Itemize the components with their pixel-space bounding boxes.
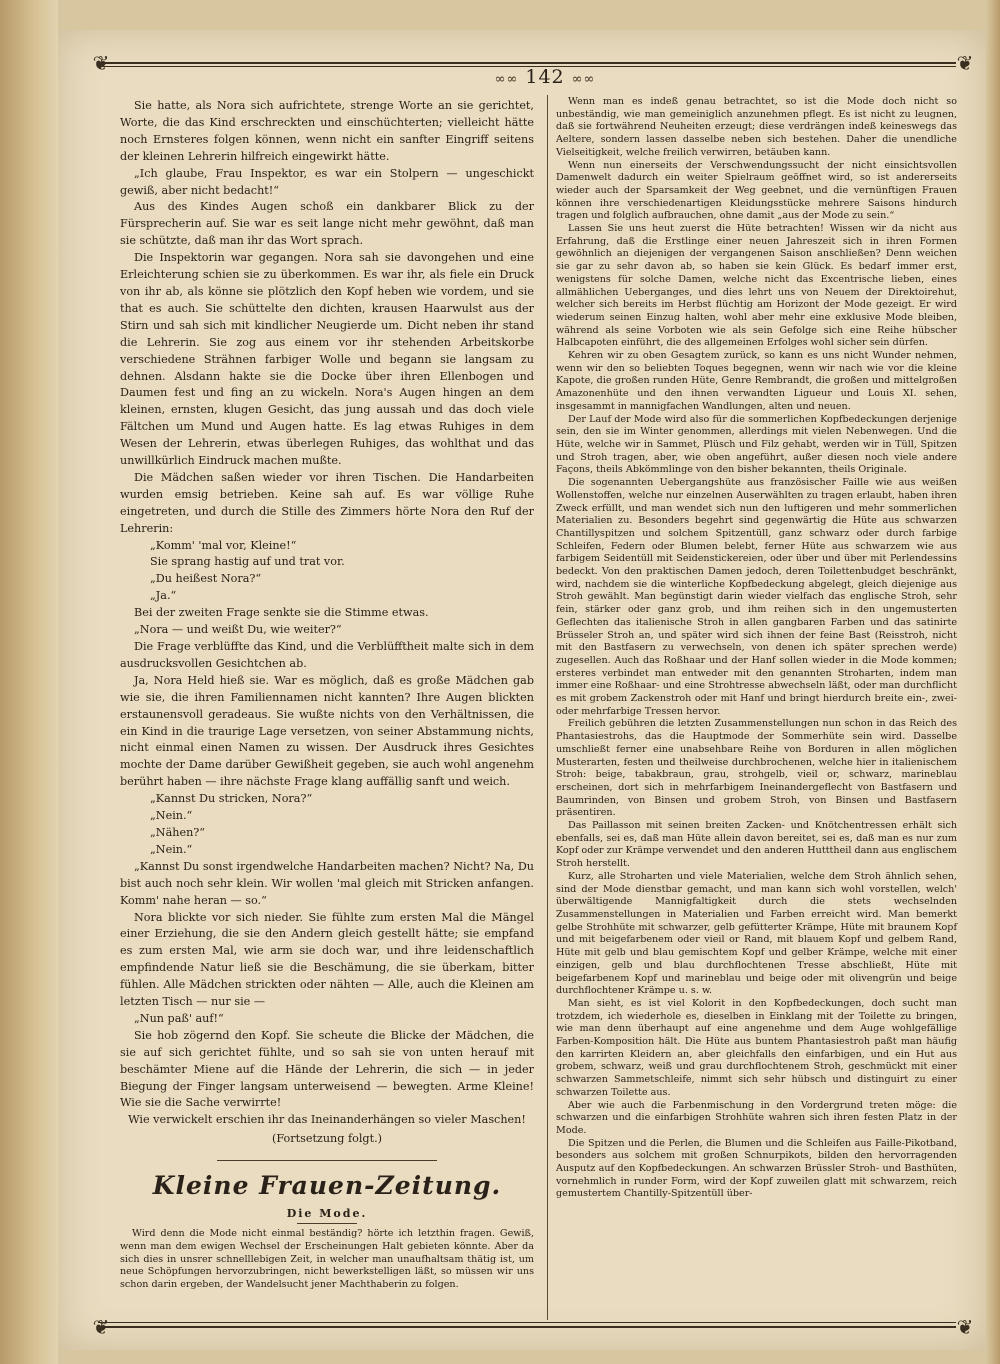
fashion-paragraph: Der Lauf der Mode wird also für die sommerlichen Kopfbedeckungen derjenige sein, den sie im Winter genommen, allerdings mit vielen Nebenwegen. Und die Hüte, welche wir in Sammet, Plüsch und Filz gehabt, werden wir in Tüll, Spitzen und Stroh tragen, aber, wie oben angeführt, außer diesen noch viele andere Façons, theils Abkömmlinge von den bisher bekannten, theils Originale. <box>556 413 957 476</box>
story-paragraph: „Kannst Du sonst irgendwelche Handarbeiten machen? Nicht? Na, Du bist auch noch sehr klein. Wir wollen 'mal gleich mit Stricken anfangen. Komm' nahe heran — so.“ <box>120 859 534 907</box>
story-paragraph: Die Inspektorin war gegangen. Nora sah sie davongehen und eine Erleichterung schien sie zu überkommen. Es war ihr, als fiele ein Druck von ihr ab, als könne sie plötzlich den Kopf heben wie vordem, und sie that es auch. Sie schüttelte den dichten, krausen Haarwulst aus der Stirn und sah sich mit kindlicher Neugierde um. Dicht neben ihr stand die Lehrerin. Sie zog aus einem vor ihr stehenden Arbeitskorbe verschiedene Strähnen farbiger Wolle und begann sie langsam zu dehnen. Alsdann hakte sie die Docke über ihren Ellenbogen und Daumen fest und fing an zu wickeln. Nora's Augen hingen an dem kleinen, ernsten, klugen Gesicht, das jung aussah und das doch viele Fältchen um Mund und Augen hatte. Es lag etwas Ruhiges in dem Wesen der Lehrerin, etwas überlegen Ruhiges, das wohlthat und das unwillkürlich Eindruck machen mußte. <box>120 251 534 468</box>
fashion-paragraph: Kurz, alle Stroharten und viele Materialien, welche dem Stroh ähnlich sehen, sind der Mode dienstbar gemacht, und man kann sich wohl vorstellen, welch' überwältigende Mannigfaltigkeit durch die stets wechselnden Zusammenstellungen in Materialien und Farben erreicht wird. Man bemerkt gelbe Strohhüte mit schwarzer, gelb gefütterter Krämpe, Hüte mit braunem Kopf und mit beigefarbenem oder vieil or Rand, mit blauem Kopf und gelbem Rand, Hüte mit gelb und blau gemischtem Kopf und gelber Krämpe, welche mit einer einzigen, gelb und blau durchflochtenen Tresse abschließt, Hüte mit beigefarbenem Kopf und marineblau und beige oder mit olivengrün und beige durchflochtener Krämpe u. s. w. <box>556 870 957 997</box>
fashion-paragraph: Das Paillasson mit seinen breiten Zacken- und Knötchentressen erhält sich ebenfalls, sei es, daß man Hüte allein davon bereitet, sei es, daß man es nur zum Kopf oder zur Krämpe verwendet und den anderen Hutttheil dann aus englischem Stroh herstellt. <box>556 820 957 870</box>
corner-ornament-icon: ❦ <box>92 51 110 75</box>
fashion-paragraph: Wird denn die Mode nicht einmal beständig? hörte ich letzthin fragen. Gewiß, wenn man dem ewigen Wechsel der Erscheinungen Halt gebieten könnte. Aber da sich dies in unsrer schnelllebigen Zeit, in welcher man unaufhaltsam thätig ist, um neue Schöpfungen hervorzubringen, nicht bewerkstelligen läßt, so müssen wir uns schon darin ergeben, der Wandelsucht jener Machthaberin zu folgen. <box>120 1228 534 1290</box>
section-subtitle: Die Mode. <box>286 1207 368 1221</box>
dialog-line: „Nähen?“ <box>150 825 206 839</box>
corner-ornament-icon: ❦ <box>956 1315 974 1339</box>
dialog-line: „Kannst Du stricken, Nora?“ <box>150 792 313 806</box>
header-ornament-left: ∞∞ <box>494 72 519 87</box>
story-paragraph: Bei der zweiten Frage senkte sie die Stimme etwas. <box>134 606 429 620</box>
corner-ornament-icon: ❦ <box>92 1315 110 1339</box>
story-paragraph: Die Mädchen saßen wieder vor ihren Tischen. Die Handarbeiten wurden emsig betrieben. Keine sah auf. Es war völlige Ruhe eingetreten, und durch die Stille des Zimmers hörte Nora den Ruf der Lehrerin: <box>120 470 534 535</box>
page-edge <box>986 0 1000 1364</box>
story-paragraph: Die Frage verblüffte das Kind, und die Verblüfftheit malte sich in dem ausdrucksvollen Gesichtchen ab. <box>120 640 534 670</box>
right-column <box>556 96 957 1201</box>
fashion-paragraph: Wenn man es indeß genau betrachtet, so ist die Mode doch nicht so unbeständig, wie man gemeiniglich anzunehmen pflegt. Es ist nicht zu leugnen, daß sie fortwährend Neuheiten erzeugt; diese verdrängen indeß keineswegs das Aeltere, sondern lassen dasselbe neben sich bestehen. Daher die unendliche Vielseitigkeit, welche freilich verwirren, betäuben kann. <box>556 96 957 158</box>
bottom-rule <box>98 1326 956 1328</box>
header-ornament-right: ∞∞ <box>571 72 596 87</box>
story-paragraph: „Nun paß' auf!“ <box>134 1011 224 1025</box>
corner-ornament-icon: ❦ <box>956 51 974 75</box>
dialog-line: Sie sprang hastig auf und trat vor. <box>150 555 345 569</box>
story-paragraph: „Nora — und weißt Du, wie weiter?“ <box>134 623 342 637</box>
page-header <box>470 66 620 88</box>
fashion-intro <box>120 1228 534 1292</box>
fashion-paragraph: Man sieht, es ist viel Kolorit in den Kopfbedeckungen, doch sucht man trotzdem, ich wiederhole es, dieselben in Einklang mit der Toilette zu bringen, wie man denn überhaupt auf eine angenehme und dem Auge wohlgefällige Farben-Komposition hält. Die Hüte aus buntem Phantasiestroh paßt man häufig den karrirten Kleidern an, aber gleichfalls den einfarbigen, und ein Hut aus grobem, schwarz, weiß und grau durchflochtenem Stroh, geschmückt mit einer schwarzen Sammetschleife, nimmt sich sehr hübsch und distinguirt zu einer schwarzen Toilette aus. <box>556 997 957 1098</box>
section-title: Kleine Frauen-Zeitung. <box>152 1171 502 1201</box>
dialog-line: „Komm' 'mal vor, Kleine!“ <box>150 538 297 552</box>
page-number: 142 <box>525 66 565 88</box>
dialog-line: „Nein.“ <box>150 842 193 856</box>
fashion-paragraph: Lassen Sie uns heut zuerst die Hüte betrachten! Wissen wir da nicht aus Erfahrung, daß die Erstlinge einer neuen Jahreszeit sich in ihren Formen gewöhnlich an diejenigen der vergangenen Saison anschließen? Denn weichen sie gar zu sehr davon ab, so haben sie kein Glück. Es bedarf immer erst, wenigstens für solche Damen, welche nicht das Excentrische lieben, eines allmählichen Ueberganges, und dies lehrt uns von Neuem der Direktoirehut, welcher sich bereits im Herbst flüchtig am Horizont der Mode gezeigt. Er wird wiederum seinen Einzug halten, wohl aber mehr eine exklusive Mode bleiben, während als seine Vorboten wie als sein Gefolge sich eine Reihe hübscher Halbcapoten einführt, die des allgemeinen Erfolges wohl sicher sein dürfen. <box>556 223 957 349</box>
story-paragraph: Sie hatte, als Nora sich aufrichtete, strenge Worte an sie gerichtet, Worte, die das Kind erschreckten und einschüchterten; vielleicht hätte noch Ernsteres folgen können, wenn nicht ein sanfter Eingriff seitens der kleinen Lehrerin hilfreich eingewirkt hätte. <box>120 99 534 163</box>
story-paragraph: Ja, Nora Held hieß sie. War es möglich, daß es große Mädchen gab wie sie, die ihren Familiennamen nicht kannten? Ihre Augen blickten erstaunensvoll geradeaus. Sie wußte nichts von den Verhältnissen, die ein Kind in die traurige Lage versetzen, von seiner Abstammung nichts, nicht einmal einen Namen zu wissen. Der Ausdruck ihres Gesichtes mochte der Dame darüber Gewißheit gegeben, sie auch wohl angenehm berührt haben — ihre nächste Frage klang auffällig sanft und weich. <box>120 673 534 789</box>
left-column <box>120 98 534 1292</box>
book-binding <box>0 0 58 1364</box>
story-paragraph: Wie verwickelt erschien ihr das Ineinanderhängen so vieler Maschen! <box>128 1113 526 1127</box>
dialog-line: „Du heißest Nora?“ <box>150 572 262 586</box>
subtitle-rule <box>297 1223 357 1224</box>
fashion-paragraph: Aber wie auch die Farbenmischung in den Vordergrund treten möge: die schwarzen und die einfarbigen Strohhüte wahren sich ihren festen Platz in der Mode. <box>556 1099 957 1136</box>
fashion-paragraph: Freilich gebühren die letzten Zusammenstellungen nun schon in das Reich des Phantasiestrohs, das die Hauptmode der Sommerhüte sein wird. Dasselbe umschließt ferner eine unabsehbare Reihe von Borduren in allen möglichen Musterarten, festen und theilweise durchbrochenen, welche hier in italienischem Stroh: beige, tabakbraun, grau, strohgelb, vieil or, schwarz, marineblau erscheinen, dort sich in mehrfarbigem Ineinandergeflecht von Bastfasern und Baumrinden, von Binsen und grobem Stroh, von Binsen und Bastfasern präsentiren. <box>556 718 957 819</box>
section-divider <box>217 1160 437 1161</box>
top-rule <box>98 62 956 64</box>
continuation-note: (Fortsetzung folgt.) <box>271 1132 382 1146</box>
dialog-line: „Nein.“ <box>150 809 193 823</box>
fashion-paragraph: Wenn nun einerseits der Verschwendungssucht der nicht einsichtsvollen Damenwelt dadurch ein weiter Spielraum geöffnet wird, so ist andererseits wieder auch der Sparsamkeit der Weg geebnet, und die vernünftigen Frauen können ihre verschiedenartigen Kleidungsstücke mehrere Saisons hindurch tragen und folglich aufbrauchen, ohne damit „aus der Mode zu sein.“ <box>556 159 957 222</box>
column-divider <box>547 95 548 1320</box>
fashion-paragraph: Kehren wir zu oben Gesagtem zurück, so kann es uns nicht Wunder nehmen, wenn wir den so beliebten Toques begegnen, wenn wir nach wie vor die kleine Kapote, die großen runden Hüte, Genre Rembrandt, die großen und mittelgroßen Amazonenhüte und den ihnen verwandten Ligueur und Louis XI. sehen, insgesammt in mannigfachen Wandlungen, alten und neuen. <box>556 350 957 412</box>
dialog-line: „Ja.“ <box>150 589 177 603</box>
fashion-paragraph: Die sogenannten Uebergangshüte aus französischer Faille wie aus weißen Wollenstoffen, welche nur einzelnen Auserwählten zu tragen erlaubt, haben ihren Zweck erfüllt, und man wendet sich nun den luftigeren und mehr sommerlichen Materialien zu. Besonders begehrt sind gegenwärtig die Hüte aus schwarzen Chantillyspitzen und solchem Spitzentüll, ganz schwarz oder durch farbige Schleifen, Federn oder Blumen belebt, ferner Hüte aus schwarzem wie aus farbigem Seidentüll mit Seidenstickereien, oder über und über mit Perlendessins bedeckt. Von den praktischen Damen jedoch, deren Toilettenbudget beschränkt, wird, nachdem sie die winterliche Kopfbedeckung abgelegt, gleich diejenige aus Stroh gewählt. Man begünstigt darin wieder vielfach das englische Stroh, sehr fein, stärker oder ganz grob, und ihm reihen sich in den ungemusterten Geflechten das italienische Stroh in allen gangbaren Farben und das satinirte Brüsseler Stroh an, und später wird sich ihnen der feine Bast (Reisstroh, nicht mit den Bastfasern zu verwechseln, von denen ich später sprechen werde) zugesellen. Auch das Roßhaar und der Hanf sollen wieder in die Mode kommen; ersteres verbindet man entweder mit den genannten Stroharten, indem man immer eine Roßhaar- und eine Strohtresse abwechseln läßt, oder man durchflicht es mit grobem Zackenstroh oder mit Hanf und bringt hierdurch breite ein-, zwei- oder mehrfarbige Tressen hervor. <box>556 477 957 717</box>
story-paragraph: Nora blickte vor sich nieder. Sie fühlte zum ersten Mal die Mängel einer Erziehung, die sie den Andern gleich gestellt hätte; sie empfand es zum ersten Mal, wie arm sie doch war, und ihre leidenschaftlich empfindende Natur ließ sie die Beschämung, die sie überkam, bitter fühlen. Alle Mädchen strickten oder nähten — Alle, auch die Kleinen am letzten Tisch — nur sie — <box>120 910 534 1009</box>
bottom-rule-thin <box>98 1322 956 1323</box>
story-paragraph: Sie hob zögernd den Kopf. Sie scheute die Blicke der Mädchen, die sie auf sich gerichtet fühlte, und so sah sie von unten herauf mit beschämter Miene auf die Hände der Lehrerin, die sich — in jeder Biegung der Finger langsam unterweisend — bewegten. Arme Kleine! Wie sie die Sache verwirrte! <box>120 1028 534 1110</box>
story-paragraph: „Ich glaube, Frau Inspektor, es war ein Stolpern — ungeschickt gewiß, aber nicht bedacht!“ <box>120 166 534 197</box>
story-paragraph: Aus des Kindes Augen schoß ein dankbarer Blick zu der Fürsprecherin auf. Sie war es seit lange nicht mehr gewöhnt, daß man sie schützte, daß man ihr das Wort sprach. <box>120 200 534 248</box>
fashion-paragraph: Die Spitzen und die Perlen, die Blumen und die Schleifen aus Faille-Pikotband, besonders aus solchem mit großen Schnurpikots, bilden den hervorragenden Ausputz auf den Kopfbedeckungen. An schwarzen Brüssler Stroh- und Basthüten, vornehmlich in runder Form, wird der Kopf zuweilen glatt mit schwarzem, reich gemustertem Chantilly-Spitzentüll über- <box>556 1137 957 1200</box>
